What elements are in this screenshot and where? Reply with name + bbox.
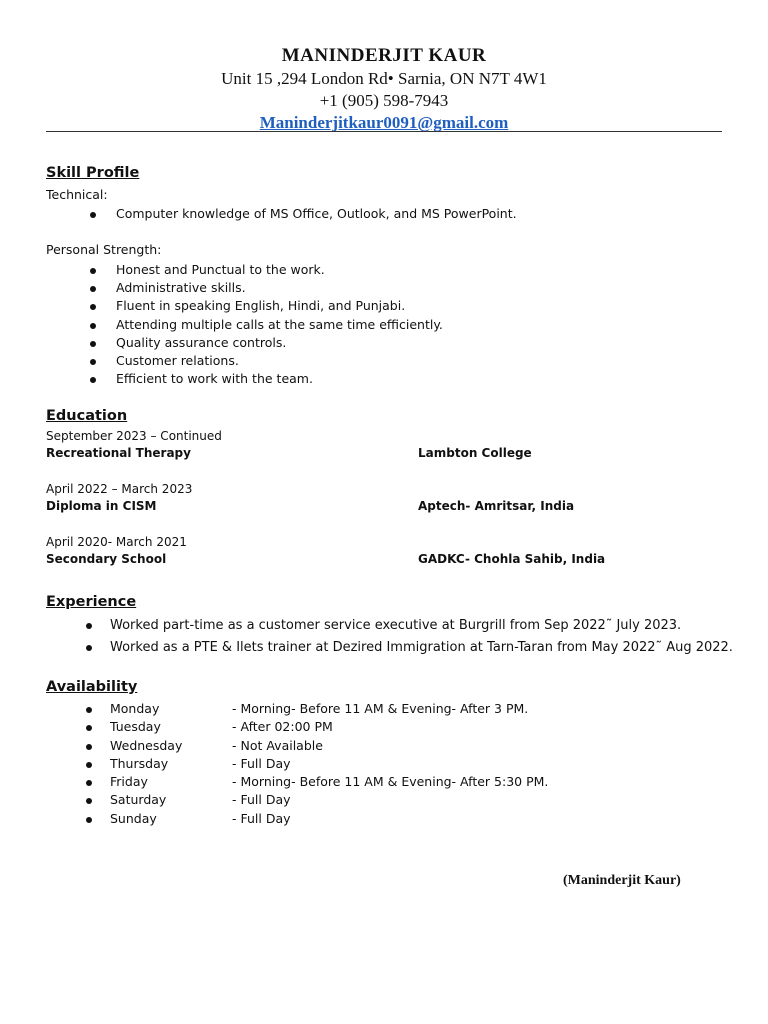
signature: (Maninderjit Kaur): [563, 873, 681, 888]
address: Unit 15 ,294 London Rd• Sarnia, ON N7T 4W1: [221, 69, 547, 88]
availability-time: - Morning- Before 11 AM & Evening- After 3 PM.: [232, 701, 529, 716]
availability-day: Saturday: [110, 792, 167, 808]
availability-time: - Full Day: [232, 792, 291, 808]
availability-day: Thursday: [110, 755, 169, 771]
bullet-icon: [90, 323, 96, 329]
technical-label: Technical:: [46, 187, 108, 202]
education-entry: [46, 481, 722, 515]
bullet-icon: [90, 304, 96, 310]
bullet-icon: [90, 359, 96, 365]
availability-day: Sunday: [110, 810, 157, 826]
bullet-icon: [86, 780, 92, 786]
bullet-icon: [86, 623, 92, 629]
availability-day: Monday: [110, 701, 160, 716]
education-date: September 2023 – Continued: [46, 429, 222, 443]
bullet-icon: [86, 798, 92, 804]
bullet-icon: [86, 645, 92, 651]
personal-strength-label: Personal Strength:: [46, 242, 162, 257]
education-date: April 2022 – March 2023: [46, 482, 193, 496]
skill-profile-heading: Skill Profile: [46, 165, 140, 181]
availability-time: - Full Day: [232, 810, 291, 826]
bullet-icon: [90, 268, 96, 274]
phone-number: +1 (905) 598-7943: [319, 91, 449, 110]
education-institution: GADKC- Chohla Sahib, India: [418, 552, 606, 566]
availability-heading: Availability: [46, 679, 138, 695]
availability-time: - Full Day: [232, 755, 291, 771]
bullet-icon: [86, 817, 92, 823]
email-link[interactable]: Maninderjitkaur0091@gmail.com: [259, 113, 509, 132]
resume-page: MANINDERJIT KAUR Unit 15 ,294 London Rd• Sarnia, ON N7T 4W1 +1 (905) 598-7943 Maninderjitkaur0091@gmail.com Skill Profile Technical: Computer knowledge of MS Office, Outlook, and MS PowerPoint. Personal Strength: Honest and Punctual to the work. Administrative skills. Fluent in speaking English, Hindi, and Punjabi. Attending multiple calls at the same time efficiently. Quality assurance controls. Customer relations. Efficient to work with the team. Education September 2023 – Continued Recreational Therapy Lambton College April 2022 – March 2023 Diploma in CISM Aptech- Amritsar, India April 2020- March 2021 Secondary School GADKC- Chohla Sahib, India Experience Worked part-time as a customer service executive at Burgrill from Sep 2022˜ July 2023. Worked as a PTE & Ilets trainer at Dezired Immigration at Tarn-Taran from May 2022˜ Aug 2022. Availability Monday - Morning- Before 11 AM & Evening- After 3 PM. Tuesday - After 02:00 PM Wednesday - Not Available Thursday - Full Day Friday - Morning- Before 11 AM & Evening- After 5:30 PM. Saturday - Full Day Sunday - Full Day (Maninderjit Kaur): [0, 0, 768, 1024]
availability-day: Friday: [110, 774, 148, 790]
header-divider: [46, 131, 722, 132]
bullet-icon: [90, 377, 96, 383]
bullet-icon: [86, 725, 92, 731]
candidate-name: MANINDERJIT KAUR: [281, 45, 487, 66]
availability-day: Wednesday: [110, 737, 183, 753]
education-program: Recreational Therapy: [46, 446, 191, 460]
availability-day: Tuesday: [110, 719, 161, 735]
availability-time: - After 02:00 PM: [232, 719, 333, 735]
education-institution: Lambton College: [418, 446, 532, 460]
availability-time: - Morning- Before 11 AM & Evening- After 5:30 PM.: [232, 774, 549, 790]
bullet-icon: [86, 762, 92, 768]
experience-heading: Experience: [46, 594, 137, 610]
education-program: Diploma in CISM: [46, 499, 157, 513]
education-entry: [46, 534, 722, 568]
education-heading: Education: [46, 408, 128, 424]
bullet-icon: [90, 212, 96, 218]
bullet-icon: [90, 341, 96, 347]
resume-header: [0, 44, 768, 134]
bullet-icon: [86, 707, 92, 713]
availability-time: - Not Available: [232, 737, 323, 753]
education-date: April 2020- March 2021: [46, 535, 187, 549]
education-program: Secondary School: [46, 552, 167, 566]
bullet-icon: [86, 744, 92, 750]
education-institution: Aptech- Amritsar, India: [418, 499, 575, 513]
education-entry: [46, 428, 722, 462]
bullet-icon: [90, 286, 96, 292]
